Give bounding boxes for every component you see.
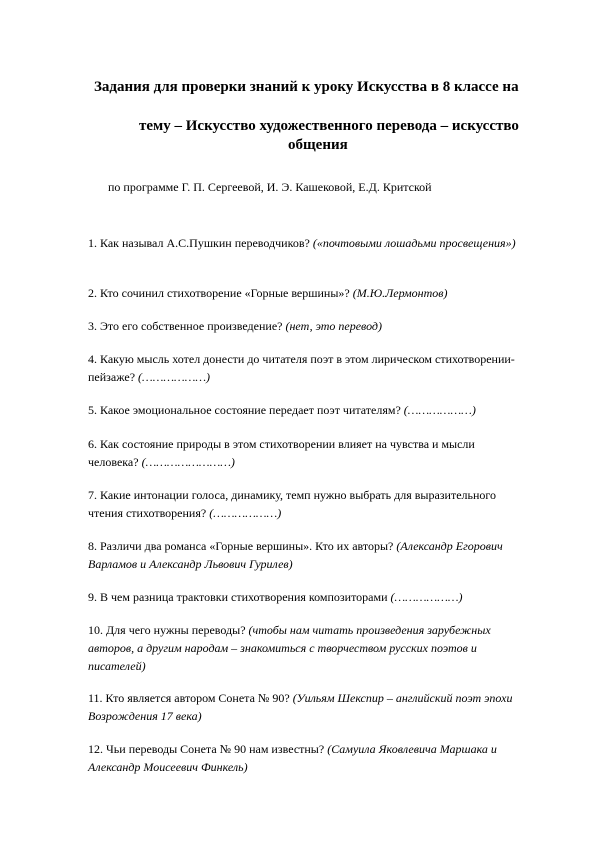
question-text: 3. Это его собственное произведение?: [88, 319, 286, 333]
question-text: 2. Кто сочинил стихотворение «Горные вершины»?: [88, 286, 353, 300]
question-10: [88, 621, 528, 675]
question-answer: (М.Ю.Лермонтов): [352, 286, 448, 300]
question-text: 6. Как состояние природы в этом стихотворении влияет на чувства и мысли человека?: [88, 437, 475, 469]
question-answer: («почтовыми лошадьми просвещения»): [312, 236, 516, 250]
question-text: 5. Какое эмоциональное состояние передает поэт читателям?: [88, 403, 404, 417]
question-5: [88, 401, 528, 419]
question-7: [88, 486, 528, 522]
question-answer: (Самуила Яковлевича Маршака и Александр Моисеевич Финкель): [88, 742, 497, 774]
question-text: 4. Какую мысль хотел донести до читателя поэт в этом лирическом стихотворении-пейзаже?: [88, 352, 515, 384]
question-answer: (Александр Егорович Варламов и Александр Львович Гурилев): [88, 539, 503, 571]
question-text: 9. В чем разница трактовки стихотворения композиторами: [88, 590, 391, 604]
question-text: 7. Какие интонации голоса, динамику, темп нужно выбрать для выразительного чтения стихотворения?: [88, 488, 497, 520]
question-2: [88, 284, 528, 302]
question-answer: (………………): [138, 370, 211, 384]
question-answer: (……………………): [141, 455, 235, 469]
title-line-3: общения: [288, 137, 348, 153]
question-6: [88, 435, 528, 471]
question-answer: (нет, это перевод): [285, 319, 382, 333]
question-text: 1. Как называл А.С.Пушкин переводчиков?: [88, 236, 313, 250]
question-text: 12. Чьи переводы Сонета № 90 нам известны?: [88, 742, 328, 756]
question-text: 10. Для чего нужны переводы?: [88, 623, 249, 637]
question-11: [88, 689, 528, 725]
question-12: [88, 740, 528, 776]
question-8: [88, 537, 528, 573]
title-line-2: тему – Искусство художественного перевода – искусство: [139, 118, 519, 134]
question-3: [88, 317, 528, 335]
title-line-1: Задания для проверки знаний к уроку Искусства в 8 классе на: [94, 79, 519, 95]
question-answer: (………………): [390, 590, 463, 604]
question-answer: (Уильям Шекспир – английский поэт эпохи Возрождения 17 века): [88, 691, 513, 723]
program-authors: по программе Г. П. Сергеевой, И. Э. Кашековой, Е.Д. Критской: [108, 180, 432, 194]
question-9: [88, 588, 528, 606]
question-answer: (………………): [403, 403, 476, 417]
question-4: [88, 350, 528, 386]
question-1: [88, 234, 528, 252]
question-text: 8. Различи два романса «Горные вершины». Кто их авторы?: [88, 539, 397, 553]
question-answer: (………………): [209, 506, 282, 520]
question-text: 11. Кто является автором Сонета № 90?: [88, 691, 293, 705]
question-answer: (чтобы нам читать произведения зарубежных авторов, а другим народам – знакомиться с творчеством русских поэтов и писателей): [88, 623, 491, 673]
